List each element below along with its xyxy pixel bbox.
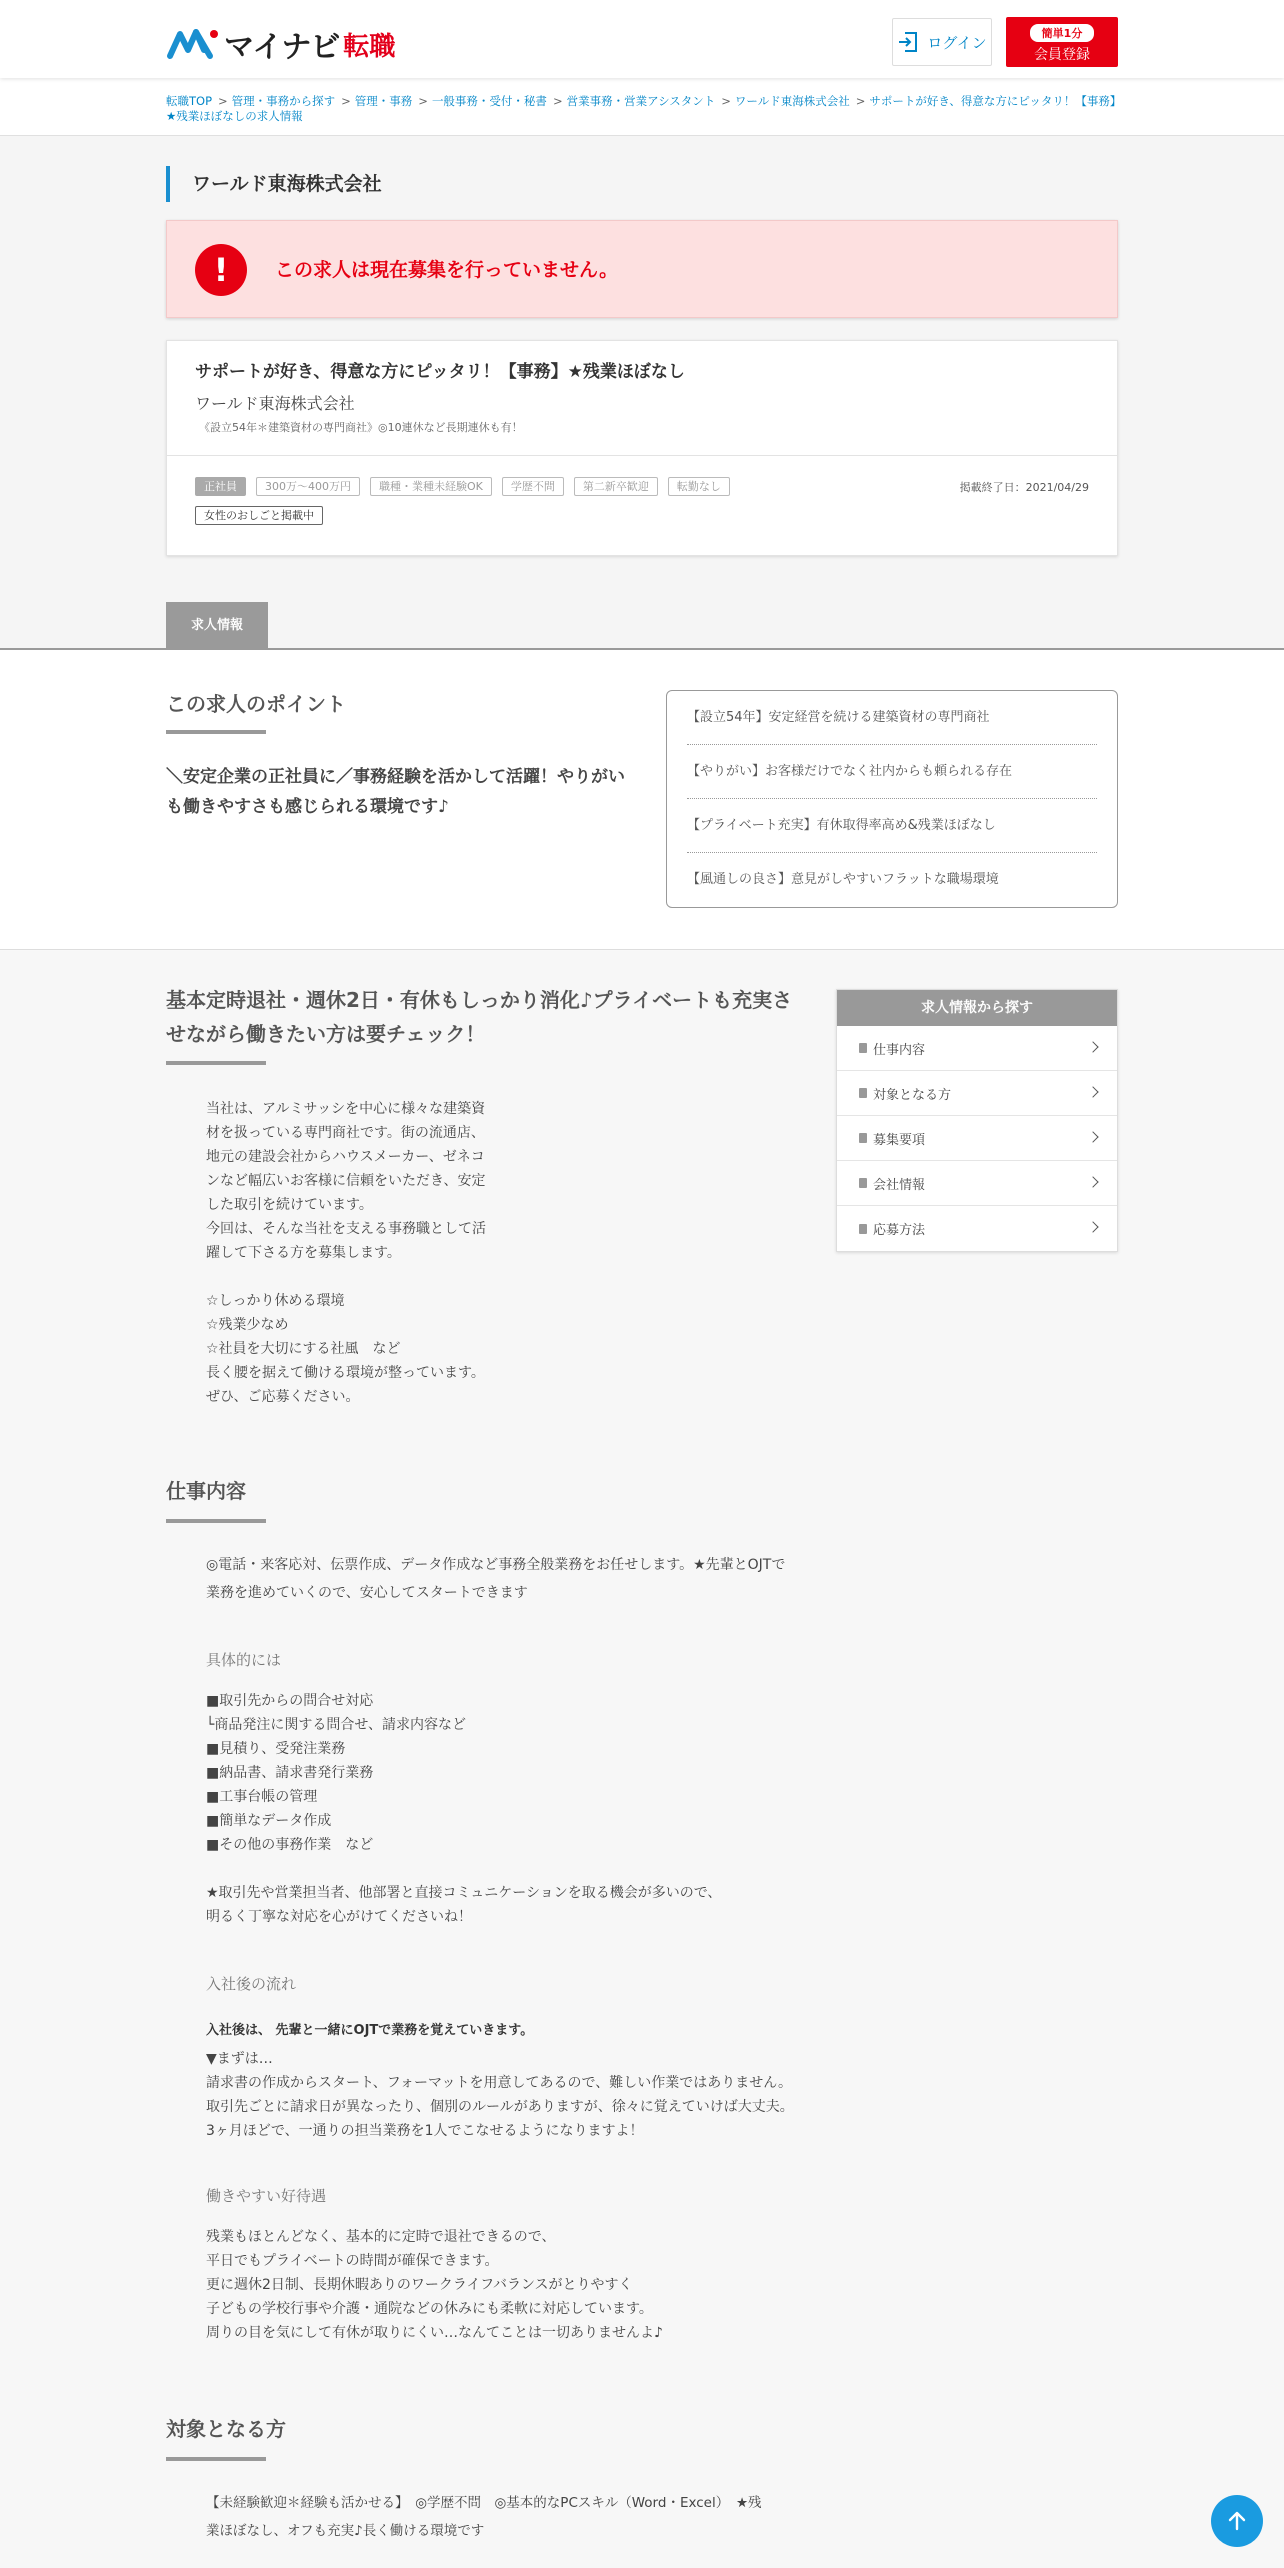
flow-bold: 入社後は、 先輩と一緒にOJTで業務を覚えていきます。 (206, 2023, 534, 2038)
side-menu-label: 会社情報 (873, 1177, 926, 1193)
arrow-up-icon (1226, 2510, 1248, 2532)
target-body: 【未経験歓迎＊経験も活かせる】 ◎学歴不問 ◎基本的なPCスキル（Word・Excel） ★残 業ほぼなし、オフも充実♪長く働ける環境です (206, 2495, 762, 2539)
chevron-right-icon (1087, 1086, 1098, 1097)
tag-inexperienced: 職種・業種未経験OK (370, 477, 492, 496)
side-menu-label: 募集要項 (873, 1132, 926, 1148)
login-icon (897, 31, 919, 53)
document-icon (859, 1178, 867, 1188)
target-heading: 対象となる方 (166, 2417, 286, 2441)
breadcrumb: 転職TOP > 管理・事務から探す > 管理・事務 > 一般事務・受付・秘書 > 営業事務・営業アシスタント > ワールド東海株式会社 > サポートが好き、得意な方にピッタリ！【事務】★残業ほぼなしの求人情報 (166, 94, 1116, 123)
heading-underline (166, 2457, 266, 2461)
benefit-heading: 働きやすい好待遇 (206, 2187, 327, 2205)
company-heading: ワールド東海株式会社 (166, 166, 382, 202)
scroll-to-top-button[interactable] (1211, 2495, 1263, 2547)
detail-heading: 具体的には (206, 1651, 282, 1669)
point-item: 【設立54年】安定経営を続ける建築資材の専門商社 (687, 691, 1097, 745)
heading-underline (166, 1519, 266, 1523)
point-item: 【やりがい】お客様だけでなく社内からも頼られる存在 (687, 745, 1097, 799)
mynavi-logo[interactable] (166, 22, 395, 66)
register-button[interactable] (1006, 17, 1118, 67)
breadcrumb-item[interactable]: 管理・事務から探す (231, 94, 336, 108)
register-label: 会員登録 (1034, 47, 1090, 63)
logo-subtext: 転職 (343, 31, 396, 62)
login-label: ログイン (927, 33, 987, 52)
point-item: 【プライベート充実】有休取得率高め&残業ほぼなし (687, 799, 1097, 853)
points-heading: この求人のポイント (166, 692, 346, 716)
chevron-right-icon (1087, 1131, 1098, 1142)
site-header (0, 0, 1284, 78)
flow-heading: 入社後の流れ (206, 1975, 297, 1993)
document-icon (859, 1088, 867, 1098)
tag-list (195, 477, 795, 525)
posting-end-date: 掲載終了日：2021/04/29 (959, 481, 1089, 494)
document-icon (859, 1043, 867, 1053)
exclamation-icon: ! (195, 244, 247, 296)
points-lead: ＼安定企業の正社員に／事務経験を活かして活躍！やりがいも働きやすさも感じられる環境です♪ (166, 767, 625, 817)
heading-underline (166, 730, 266, 734)
tag-salary: 300万～400万円 (256, 477, 360, 496)
catch-body: 当社は、アルミサッシを中心に様々な建築資 材を扱っている専門商社です。街の流通店、 地元の建設会社からハウスメーカー、ゼネコ ンなど幅広いお客様に信頼をいただき、安定 した取引を続けています。 今回は、そんな当社を支える事務職として活 躍して下さる方を募集します。 ☆しっかり休める環境 ☆残業少なめ ☆社員を大切にする社風 など 長く腰を据えて働ける環境が整っています。 ぜひ、ご応募ください。 (206, 1101, 486, 1405)
breadcrumb-bar (0, 78, 1284, 136)
side-menu-item-work[interactable] (837, 1026, 1117, 1071)
side-menu-label: 対象となる方 (873, 1087, 952, 1103)
logo-text: マイナビ (224, 30, 340, 65)
main-content (0, 951, 1284, 2568)
point-item: 【風通しの良さ】意見がしやすいフラットな職場環境 (687, 872, 999, 887)
breadcrumb-item[interactable]: 管理・事務 (354, 94, 413, 108)
side-menu-label: 応募方法 (873, 1223, 926, 1238)
work-summary: ◎電話・来客応対、伝票作成、データ作成など事務全般業務をお任せします。★先輩とOJTで 業務を進めていくので、安心してスタートできます (206, 1557, 786, 1601)
side-menu-item-requirements[interactable] (837, 1116, 1117, 1161)
side-menu-item-target[interactable] (837, 1071, 1117, 1116)
logo-mark-icon (166, 26, 222, 62)
tag-women-job[interactable]: 女性のおしごと掲載中 (195, 506, 323, 525)
tag-no-transfer: 転勤なし (668, 477, 730, 496)
breadcrumb-item-current[interactable]: サポートが好き、得意な方にピッタリ！【事務】★残業ほぼなしの求人情報 (166, 94, 1116, 123)
points-list (666, 690, 1118, 908)
card-divider (167, 455, 1117, 456)
tab-bar (0, 602, 1284, 650)
alert-message: この求人は現在募集を行っていません。 (275, 259, 619, 281)
document-icon (859, 1224, 867, 1234)
benefit-body: 残業もほとんどなく、基本的に定時で退社できるので、 平日でもプライベートの時間が確保できます。 更に週休2日制、長期休暇ありのワークライフバランスがとりやすく 子どもの学校行事や介護・通院などの休みにも柔軟に対応しています。 周りの目を気にして有休が取りにくい…なんてことは一切ありませんよ♪ (206, 2229, 663, 2341)
work-heading: 仕事内容 (166, 1479, 246, 1503)
tag-employment: 正社員 (195, 477, 246, 496)
heading-underline (166, 1061, 266, 1065)
login-button[interactable] (892, 18, 992, 66)
tag-education: 学歴不問 (502, 477, 564, 496)
side-menu-item-apply[interactable] (837, 1206, 1117, 1251)
job-card (166, 340, 1118, 556)
breadcrumb-item[interactable]: 一般事務・受付・秘書 (431, 94, 547, 108)
job-company: ワールド東海株式会社 (195, 394, 355, 413)
side-menu-title: 求人情報から探す (837, 990, 1117, 1026)
catch-heading: 基本定時退社・週休2日・有休もしっかり消化♪プライベートも充実させながら働きたい方は要チェック！ (166, 988, 793, 1046)
side-menu-label: 仕事内容 (873, 1042, 926, 1058)
job-title: サポートが好き、得意な方にピッタリ！【事務】★残業ほぼなし (195, 362, 685, 382)
chevron-right-icon (1087, 1041, 1098, 1052)
breadcrumb-item[interactable]: 転職TOP (166, 94, 213, 108)
job-subtitle: 《設立54年＊建築資材の専門商社》◎10連休など長期連休も有！ (199, 421, 523, 434)
closed-alert (166, 220, 1118, 318)
breadcrumb-item[interactable]: ワールド東海株式会社 (734, 94, 850, 108)
document-icon (859, 1133, 867, 1143)
chevron-right-icon (1087, 1221, 1098, 1232)
register-badge: 簡単1分 (1030, 24, 1095, 42)
breadcrumb-item[interactable]: 営業事務・営業アシスタント (566, 94, 716, 108)
detail-body: ■取引先からの問合せ対応 └商品発注に関する問合せ、請求内容など ■見積り、受発注業務 ■納品書、請求書発行業務 ■工事台帳の管理 ■簡単なデータ作成 ■その他の事務作業 など ★取引先や営業担当者、他部署と直接コミュニケーションを取る機会が多いので、 明るく丁寧な対応を心がけてくださいね！ (206, 1693, 722, 1925)
tab-job-info[interactable]: 求人情報 (166, 602, 268, 650)
side-menu (836, 989, 1118, 1252)
points-section (0, 650, 1284, 950)
side-menu-item-company[interactable] (837, 1161, 1117, 1206)
tag-second-grad: 第二新卒歓迎 (574, 477, 658, 496)
chevron-right-icon (1087, 1176, 1098, 1187)
flow-body: ▼まずは… 請求書の作成からスタート、フォーマットを用意してあるので、難しい作業ではありません。 取引先ごとに請求日が異なったり、個別のルールがありますが、徐々に覚えていけば大丈夫。 3ヶ月ほどで、一通りの担当業務を1人でこなせるようになりますよ！ (206, 2051, 794, 2139)
